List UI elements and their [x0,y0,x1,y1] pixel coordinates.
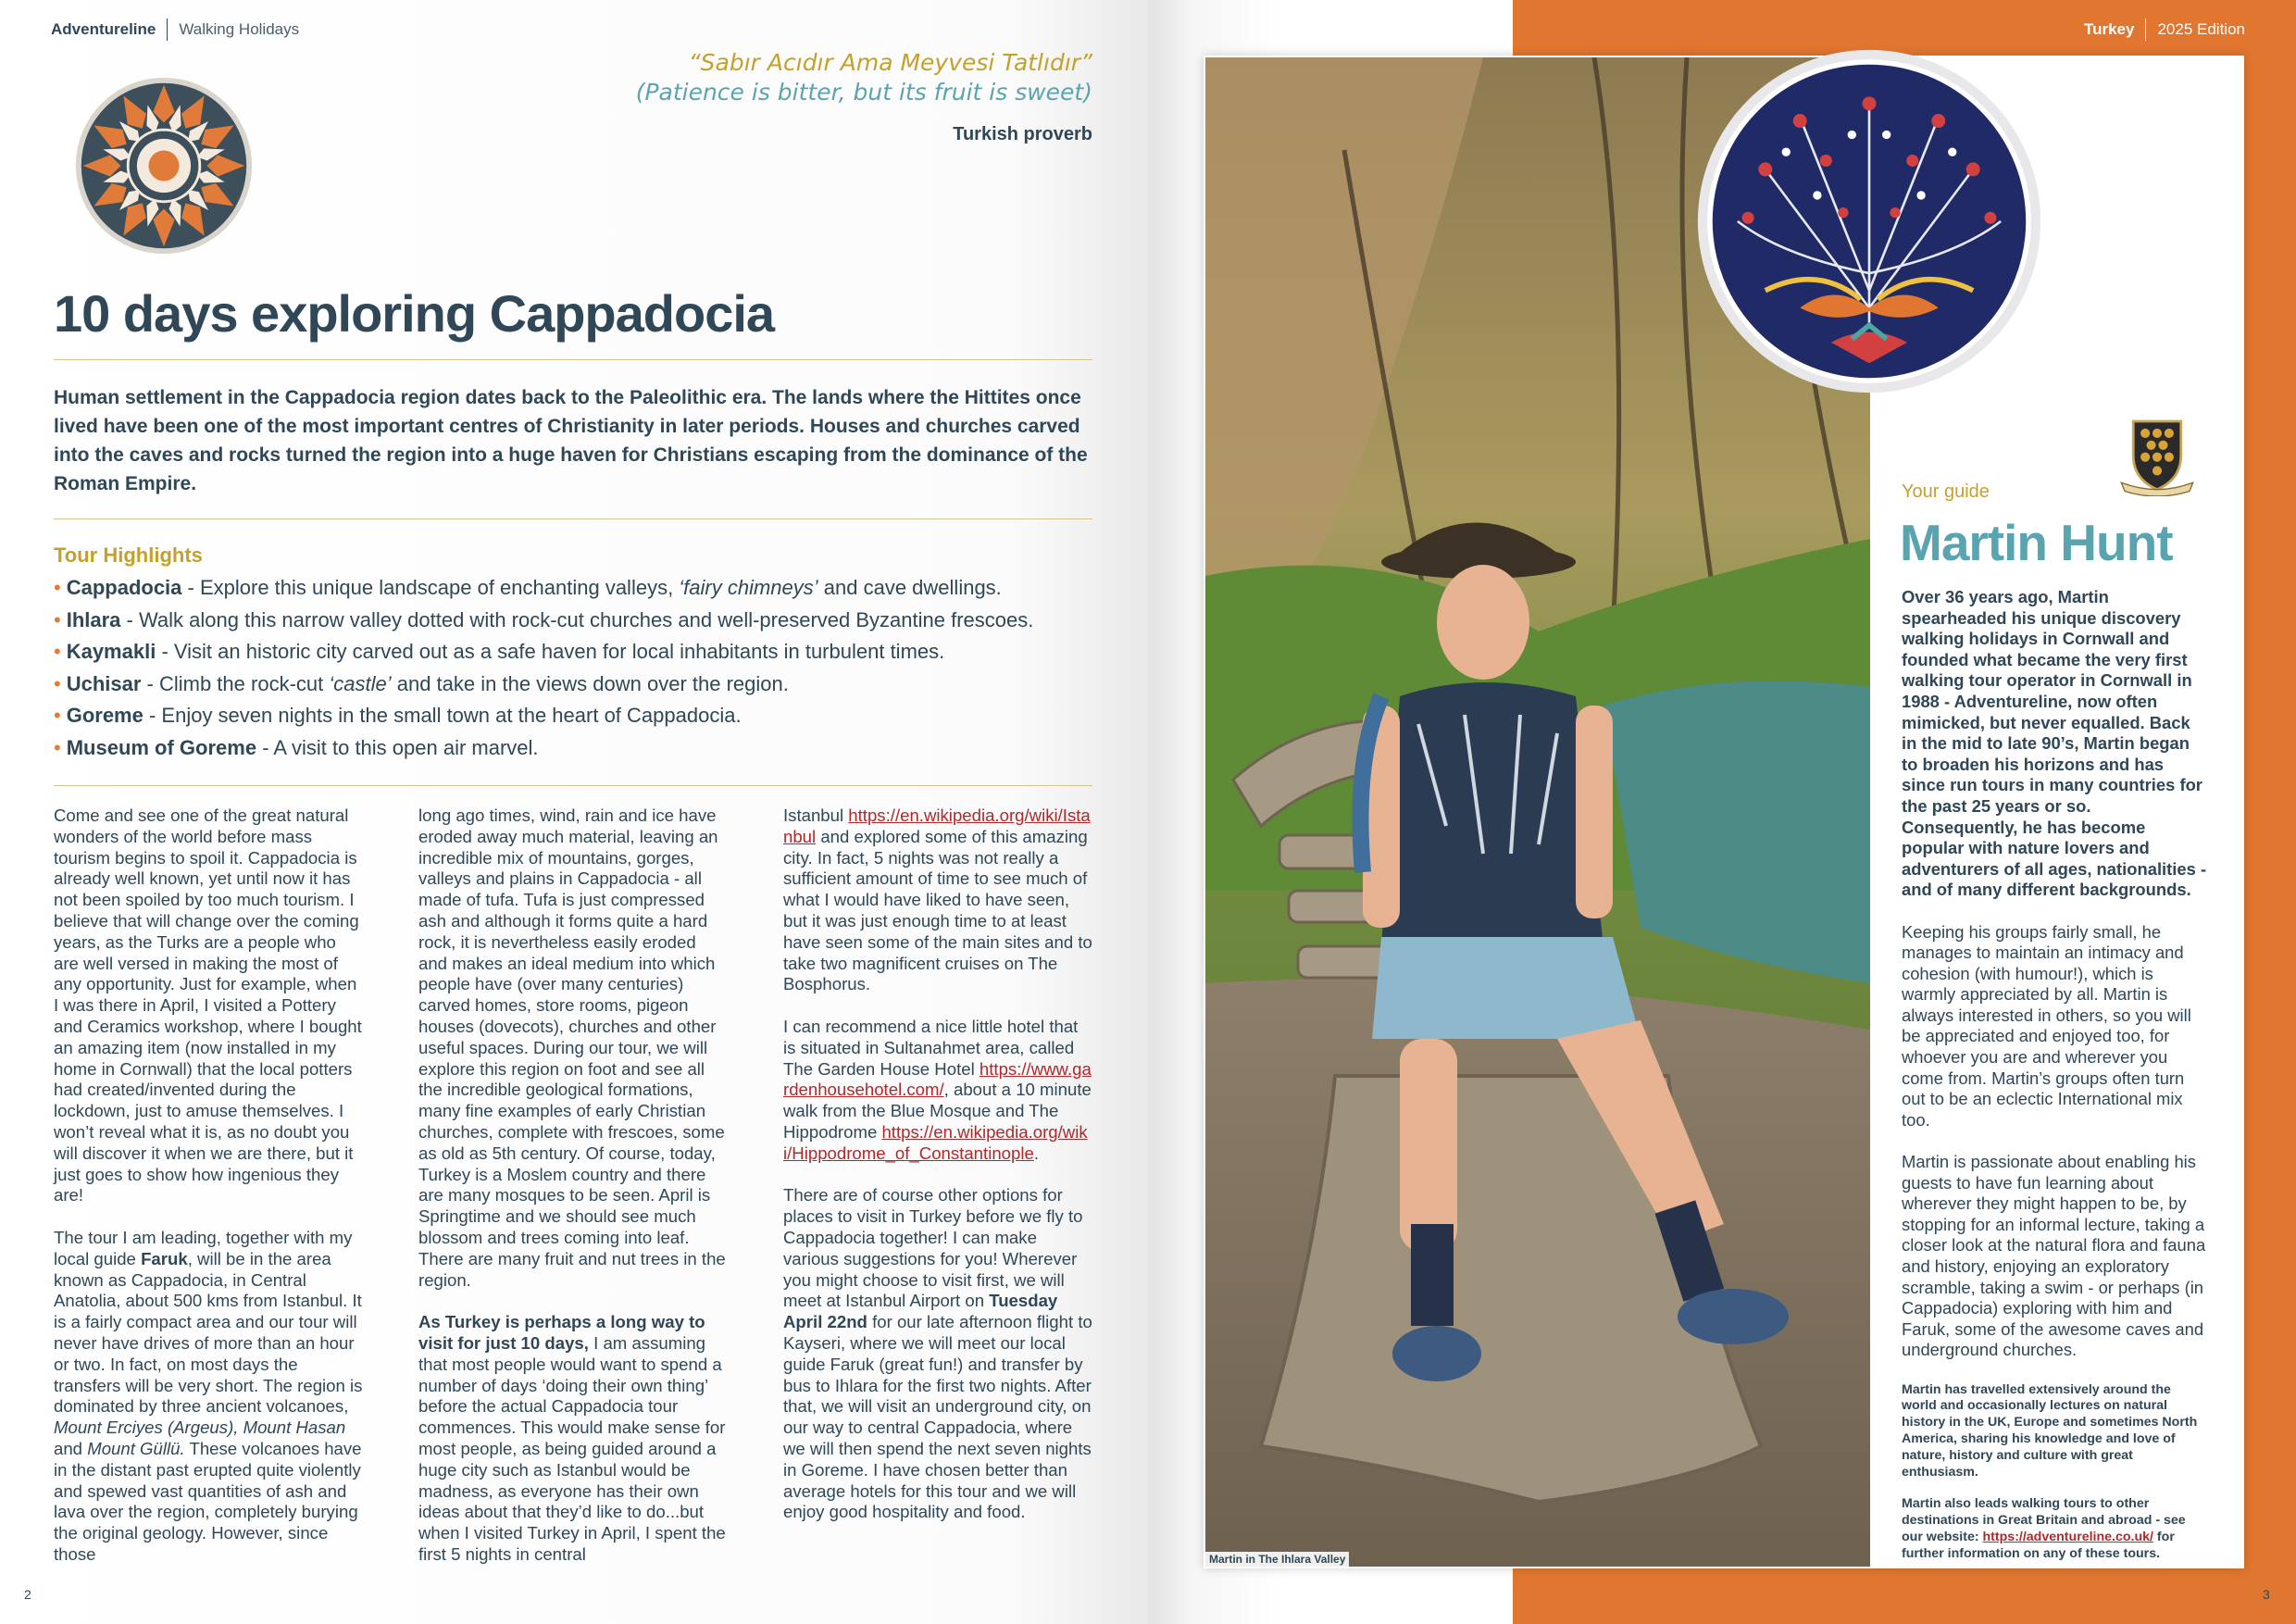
highlight-item: • Kaymakli - Visit an historic city carved out as a safe haven for local inhabitants in turbulent times. [54,640,945,663]
bio-lead: Over 36 years ago, Martin spearheaded his unique discovery walking holidays in Cornwall and founded what became the very first walking tour operator in Cornwall in 1988 - Adventureline, now often mimicked, but never equalled. Back in the mid to late 90’s, Martin began to broaden his horizons and has since run tours in many countries for the past 25 years or so. Consequently, he has become popular with nature lovers and adventurers of all ages, nationalities - and of many different backgrounds. [1902,587,2207,900]
body-paragraph: Istanbul https://en.wikipedia.org/wiki/Istanbul and explored some of this amazing city. In fact, 5 nights was not really a sufficient amount of time to see much of what I would have liked to have seen, but it was just enough time to at least have seen some of the main sites and to take two magnificent cruises on The Bosphorus. [783,806,1092,994]
guide-name: Martin Hunt [1900,514,2173,571]
page-title: 10 days exploring Cappadocia [54,284,775,343]
garden-house-hotel-link[interactable]: https://www.gardenhousehotel.com/ [783,1058,1092,1100]
ottoman-medallion-icon [74,76,254,256]
bio-note: Martin also leads walking tours to other destinations in Great Britain and abroad - see our website: https://adventureline.co.uk/ for further information on any of these tours. [1902,1496,2186,1561]
edition-divider [2145,19,2146,41]
brand-divider [167,19,168,41]
edition-header [2084,19,2245,41]
proverb-english: (Patience is bitter, but its fruit is sweet) [635,79,1092,106]
bio-paragraph: Martin is passionate about enabling his guests to have fun learning about wherever they might happen to be, by stopping for an informal lecture, taking a closer look at the natural flora and fauna and history, enjoying an exploratory scramble, taking a swim - or perhaps (in Cappadocia) exploring with him and Faruk, some of the awesome caves and underground churches. [1902,1152,2206,1360]
highlights-list [54,572,1092,764]
highlight-item: • Museum of Goreme - A visit to this open air marvel. [54,735,539,759]
divider [54,785,1092,786]
page-number-left: 2 [24,1587,31,1602]
body-column-3 [783,806,1093,1544]
edition-label: 2025 Edition [2157,20,2245,38]
country-label: Turkey [2083,20,2135,38]
proverb-block [593,48,1092,145]
iznik-plate-icon [1696,48,2042,394]
brand-header [51,19,299,41]
highlights-heading: Tour Highlights [54,543,203,567]
divider [54,518,1092,519]
body-paragraph: Come and see one of the great natural wonders of the world before mass tourism begins to spoil it. Cappadocia is already well known, yet until now it has not been spoiled by too much tourism. I believe that will change over the coming years, as the Turks are a people who are well versed in making the most of any opportunity. Just for example, when I was there in April, I visited a Pottery and Ceramics workshop, where I bought an amazing item (now installed in my home in Cornwall) that the local potters had created/invented during the lockdown, just to amuse themselves. I won’t reveal what it is, as no doubt you will discover it when we are there, but it just goes to show how ingenious they are! [54,806,362,1206]
body-paragraph: I can recommend a nice little hotel that is situated in Sultanahmet area, called The Garden House Hotel https://www.gardenhousehotel.com/, about a 10 minute walk from the Blue Mosque and The Hippodrome https://en.wikipedia.org/wiki/Hippodrome_of_Constantinople. [783,1016,1092,1163]
guide-label: Your guide [1902,481,1990,502]
brand-name: Adventureline [51,20,156,38]
body-paragraph: There are of course other options for places to visit in Turkey before we fly to Cappadocia together! I can make various suggestions for you! Wherever you might choose to visit first, we will meet at Istanbul Airport on Tuesday April 22nd for our late afternoon flight to Kayseri, where we will meet our local guide Faruk (great fun!) and transfer by bus to Ihlara for the first two nights. After that, we will visit an underground city, on our way to central Cappadocia, where we will then spend the next seven nights in Goreme. I have chosen better than average hotels for this tour and we will enjoy good hospitality and food. [783,1185,1092,1522]
highlight-item: • Cappadocia - Explore this unique landscape of enchanting valleys, ‘fairy chimneys’ and cave dwellings. [54,576,1002,599]
brand-section: Walking Holidays [179,20,300,38]
body-paragraph: long ago times, wind, rain and ice have eroded away much material, leaving an incredible mix of mountains, gorges, valleys and plains in Cappadocia - all made of tufa. Tufa is just compressed ash and although it forms quite a hard rock, it is nevertheless easily eroded and makes an ideal medium into which people have (over many centuries) carved homes, store rooms, pigeon houses (dovecots), churches and other useful spaces. During our tour, we will explore this region on foot and see all the incredible geological formations, many fine examples of early Christian churches, complete with frescoes, some as old as 5th century. Of course, today, Turkey is a Moslem country and there are many mosques to be seen. April is Springtime and we should see much blossom and trees coming into leaf. There are many fruit and nut trees in the region. [418,806,726,1290]
adventureline-website-link[interactable]: https://adventureline.co.uk/ [1982,1529,2153,1544]
istanbul-link[interactable]: https://en.wikipedia.org/wiki/Istanbul [783,806,1091,846]
proverb-turkish: “Sabır Acıdır Ama Meyvesi Tatlıdır” [688,49,1092,76]
hippodrome-link[interactable]: https://en.wikipedia.org/wiki/Hippodrome_of_Constantinople [783,1121,1088,1163]
bio-paragraph: Keeping his groups fairly small, he manages to maintain an intimacy and cohesion (with humour!), which is warmly appreciated by all. Martin is always interested in others, so you will be appreciated and enjoyed too, for whoever you are and wherever you come from. Martin’s groups often turn out to be an eclectic International mix too. [1902,921,2191,1130]
photo-caption: Martin in The Ihlara Valley [1205,1552,1349,1567]
divider [54,359,1092,360]
guide-bio [1902,587,2209,1579]
body-column-1 [54,806,364,1586]
proverb-source: Turkish proverb [953,124,1092,144]
highlight-item: • Ihlara - Walk along this narrow valley dotted with rock-cut churches and well-preserved Byzantine frescoes. [54,607,1034,631]
body-paragraph: As Turkey is perhaps a long way to visit for just 10 days, I am assuming that most people would want to spend a number of days ‘doing their own thing’ before the actual Cappadocia tour commences. This would make sense for most people, as being guided around a huge city such as Istanbul would be madness, as everyone has their own ideas about that they’d like to do...but when I visited Turkey in April, I spent the first 5 nights in central [418,1312,726,1564]
highlight-item: • Uchisar - Climb the rock-cut ‘castle’ and take in the views down over the region. [54,671,789,695]
coat-of-arms-icon [2115,411,2200,496]
highlight-item: • Goreme - Enjoy seven nights in the small town at the heart of Cappadocia. [54,704,742,727]
page-number-right: 3 [2263,1587,2270,1602]
body-paragraph: The tour I am leading, together with my local guide Faruk, will be in the area known as Cappadocia, in Central Anatolia, about 500 kms from Istanbul. It is a fairly compact area and our tour will never have drives of more than an hour or two. In fact, on most days the transfers will be very short. The region is dominated by three ancient volcanoes, Mount Erciyes (Argeus), Mount Hasan and Mount Güllü. These volcanoes have in the distant past erupted quite violently and spewed vast quantities of ash and lava over the region, completely burying the original geology. However, since those [54,1227,363,1564]
bio-note: Martin has travelled extensively around the world and occasionally lectures on natural history in the UK, Europe and sometimes North America, sharing his knowledge and love of nature, history and culture with great enthusiasm. [1902,1381,2198,1480]
body-column-2 [418,806,729,1586]
intro-paragraph: Human settlement in the Cappadocia region dates back to the Paleolithic era. The lands where the Hittites once lived have been one of the most important centres of Christianity in later periods. Houses and churches carved into the caves and rocks turned the region into a huge haven for Christians escaping from the dominance of the Roman Empire. [54,387,1088,494]
